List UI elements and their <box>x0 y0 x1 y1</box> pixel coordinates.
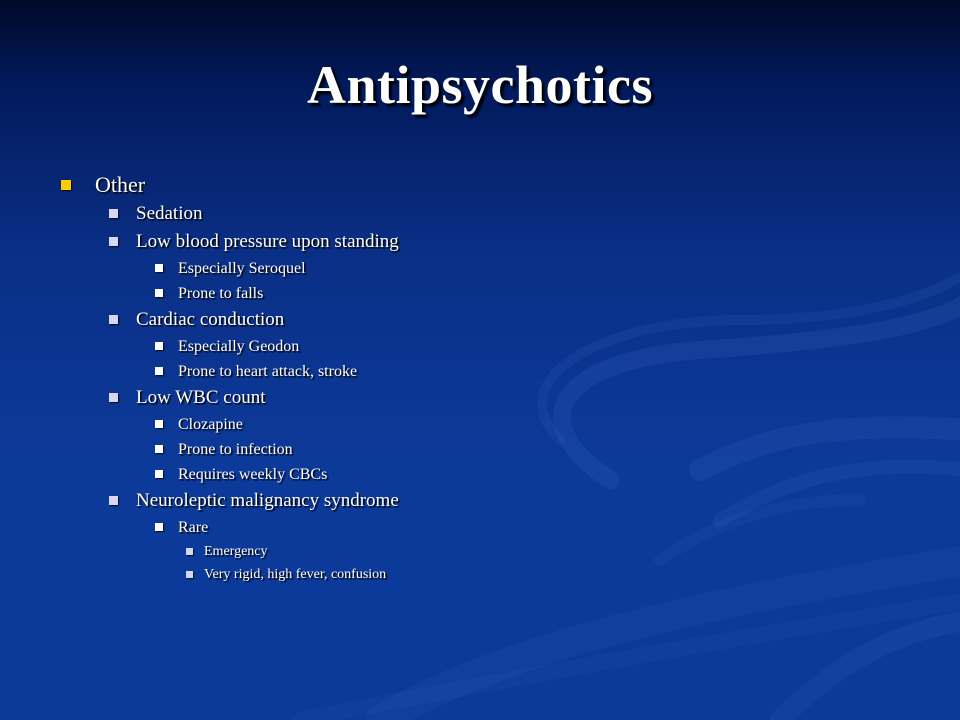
square-bullet-icon <box>155 342 163 350</box>
square-bullet-icon <box>155 420 163 428</box>
square-bullet-icon <box>155 445 163 453</box>
bullet-item-level-2 <box>58 487 918 515</box>
bullet-text: Cardiac conduction <box>136 309 285 330</box>
bullet-item-level-2 <box>58 306 918 334</box>
bullet-item-level-4 <box>58 540 918 563</box>
bullet-item-level-3 <box>58 515 918 540</box>
square-bullet-icon <box>155 264 163 272</box>
square-bullet-icon <box>155 523 163 531</box>
square-bullet-icon <box>109 393 118 402</box>
bullet-text: Prone to heart attack, stroke <box>178 363 358 380</box>
square-bullet-icon <box>155 289 163 297</box>
bullet-item-level-1 <box>58 170 918 200</box>
bullet-item-level-3 <box>58 412 918 437</box>
square-bullet-icon <box>109 315 118 324</box>
bullet-item-level-2 <box>58 200 918 228</box>
bullet-item-level-3 <box>58 437 918 462</box>
bullet-text: Neuroleptic malignancy syndrome <box>136 490 399 511</box>
square-bullet-icon <box>186 571 193 578</box>
square-bullet-icon <box>109 496 118 505</box>
bullet-text: Especially Seroquel <box>178 260 306 277</box>
bullet-item-level-3 <box>58 334 918 359</box>
bullet-text: Prone to infection <box>178 441 293 458</box>
bullet-text: Other <box>95 172 146 197</box>
bullet-item-level-2 <box>58 228 918 256</box>
bullet-item-level-2 <box>58 384 918 412</box>
bullet-text: Rare <box>178 519 209 536</box>
bullet-item-level-3 <box>58 281 918 306</box>
bullet-text: Low blood pressure upon standing <box>136 231 399 252</box>
bullet-text: Requires weekly CBCs <box>178 466 328 483</box>
square-bullet-icon <box>155 470 163 478</box>
bullet-text: Low WBC count <box>136 387 266 408</box>
square-bullet-icon <box>109 209 118 218</box>
bullet-text: Emergency <box>204 544 268 559</box>
bullet-text: Sedation <box>136 203 203 224</box>
square-bullet-icon <box>186 548 193 555</box>
bullet-list <box>58 170 918 586</box>
bullet-item-level-4 <box>58 563 918 586</box>
bullet-item-level-3 <box>58 462 918 487</box>
slide-title: Antipsychotics <box>306 55 654 115</box>
square-bullet-icon <box>61 180 71 190</box>
bullet-item-level-3 <box>58 359 918 384</box>
square-bullet-icon <box>109 237 118 246</box>
bullet-text: Prone to falls <box>178 285 264 302</box>
bullet-text: Clozapine <box>178 416 243 433</box>
bullet-text: Very rigid, high fever, confusion <box>204 567 387 582</box>
square-bullet-icon <box>155 367 163 375</box>
bullet-item-level-3 <box>58 256 918 281</box>
bullet-text: Especially Geodon <box>178 338 300 355</box>
